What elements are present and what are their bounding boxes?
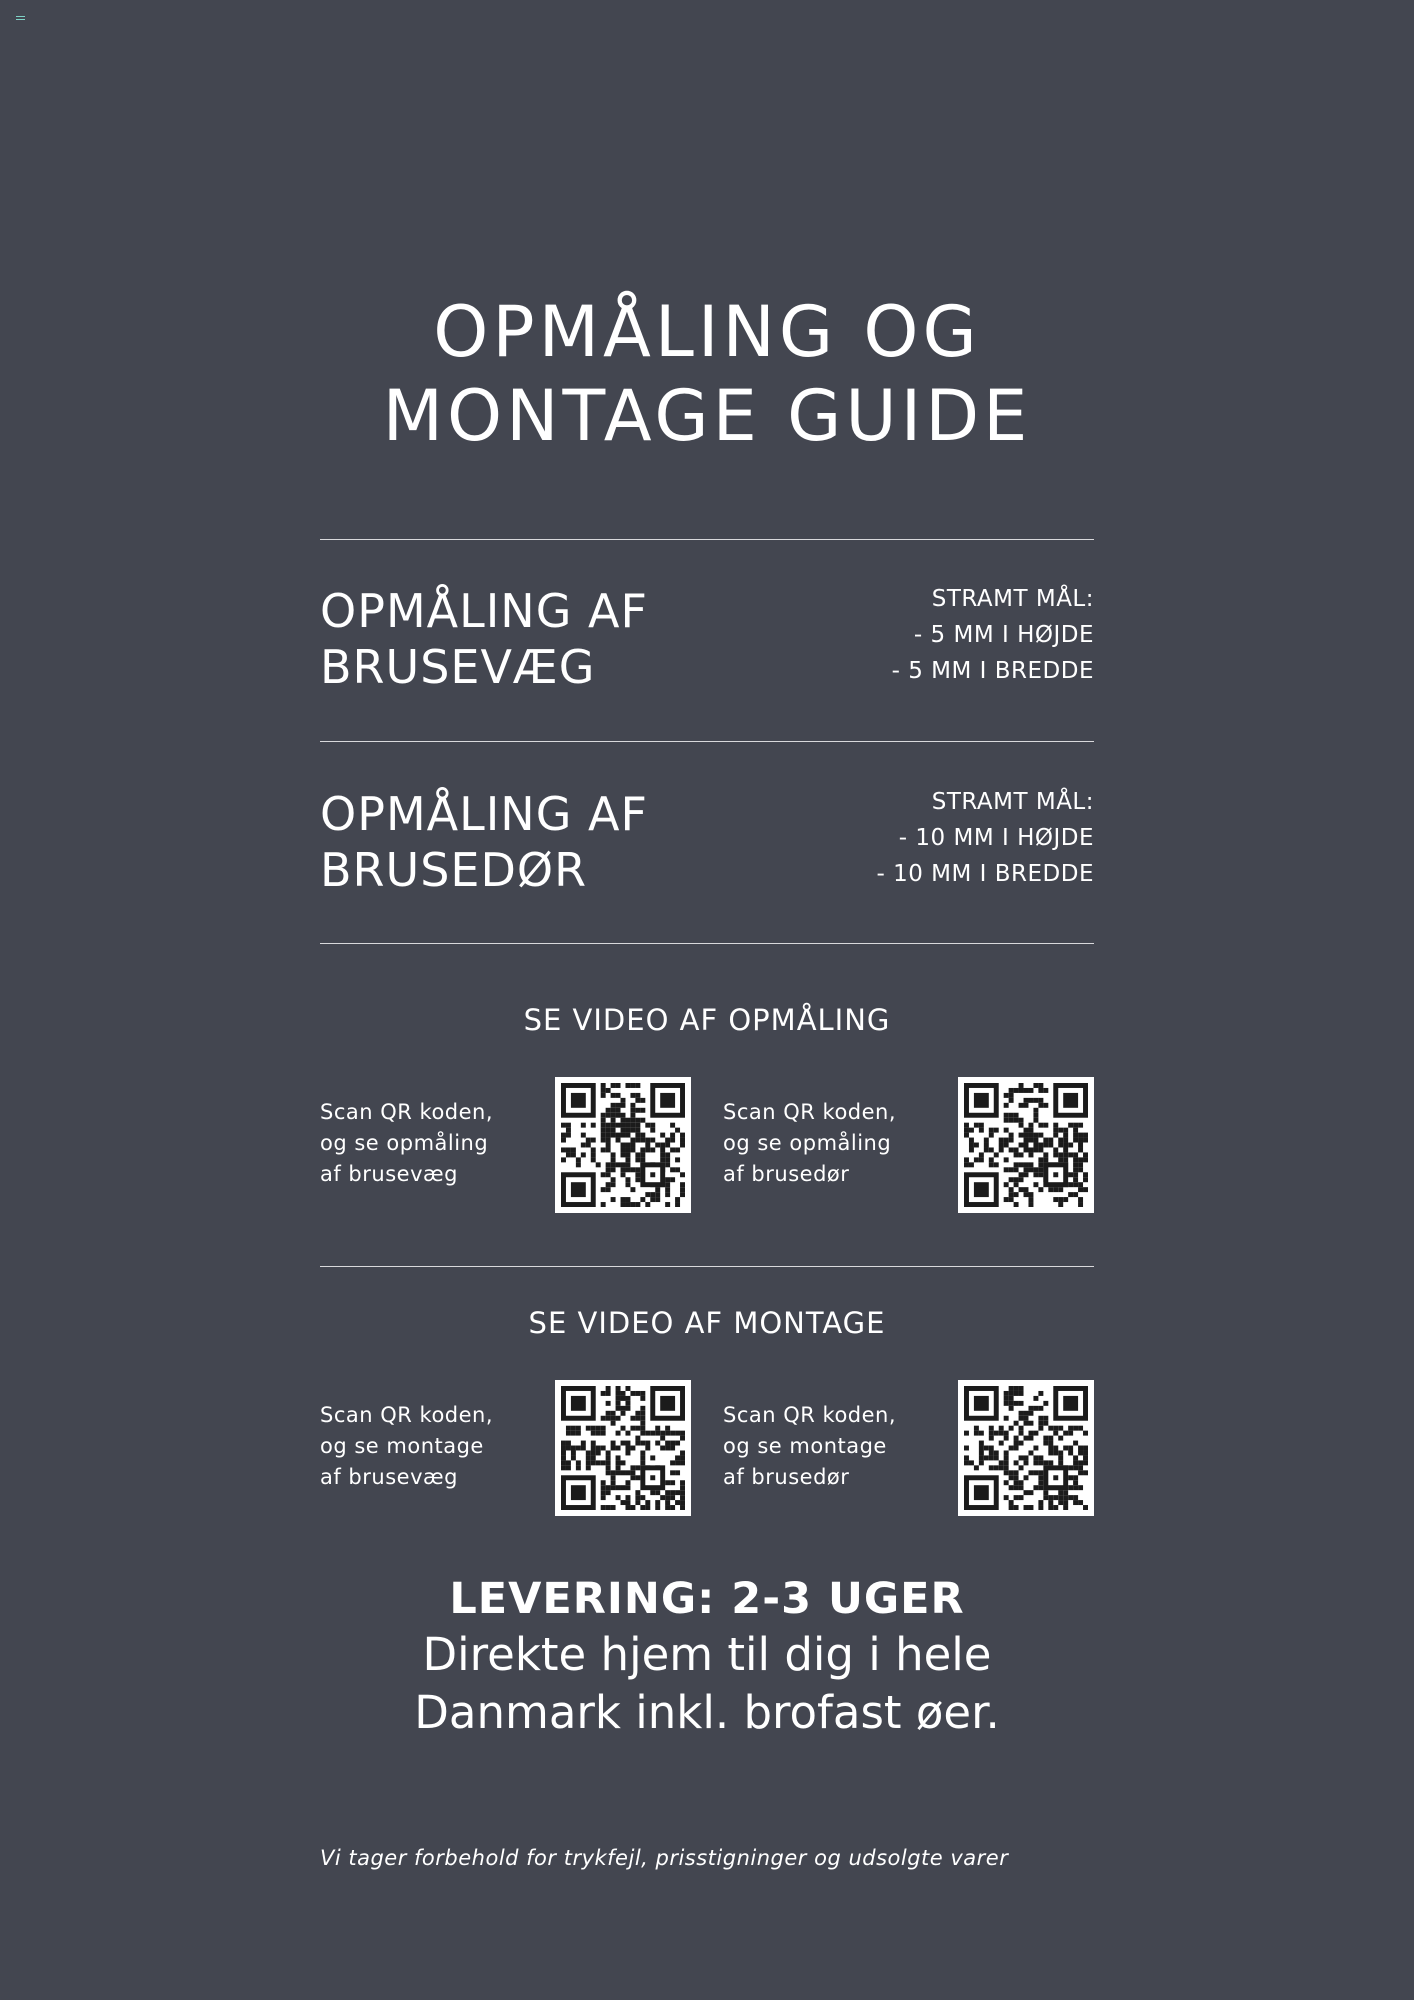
qr-pattern (561, 1083, 685, 1207)
delivery-line: Danmark inkl. brofast øer. (414, 1686, 1000, 1739)
measure-title-line: OPMÅLING AF (320, 584, 648, 638)
measure-title (320, 583, 648, 695)
measure-title-line: OPMÅLING AF (320, 787, 648, 841)
qr-caption-line: Scan QR koden, (320, 1403, 494, 1427)
qr-pattern (964, 1083, 1088, 1207)
divider (320, 943, 1094, 944)
qr-pattern (561, 1386, 685, 1510)
delivery-info (0, 1572, 1414, 1742)
qr-code-icon[interactable] (555, 1380, 691, 1516)
qr-caption-line: Scan QR koden, (320, 1100, 494, 1124)
qr-caption (320, 1097, 493, 1190)
qr-caption-line: af brusevæg (320, 1465, 458, 1489)
qr-caption-line: af brusevæg (320, 1162, 458, 1186)
section-heading-measuring: SE VIDEO AF OPMÅLING (523, 1003, 891, 1037)
qr-caption-line: og se opmåling (723, 1131, 892, 1155)
qr-code-icon[interactable] (958, 1077, 1094, 1213)
measure-spec (892, 581, 1094, 689)
qr-caption-line: og se montage (723, 1434, 887, 1458)
section-heading-mounting: SE VIDEO AF MONTAGE (528, 1306, 886, 1340)
measure-title-line: BRUSEDØR (320, 843, 588, 897)
measure-shower-wall (320, 583, 1094, 723)
spec-width: - 10 MM I BREDDE (876, 861, 1094, 887)
qr-caption (320, 1400, 493, 1493)
page-title (0, 290, 1414, 458)
qr-caption (723, 1097, 896, 1190)
disclaimer: Vi tager forbehold for trykfejl, prisstigninger og udsolgte varer (320, 1846, 1009, 1870)
qr-caption-line: og se montage (320, 1434, 484, 1458)
qr-caption-line: Scan QR koden, (723, 1403, 897, 1427)
divider (320, 741, 1094, 742)
qr-code-icon[interactable] (555, 1077, 691, 1213)
qr-pattern (964, 1386, 1088, 1510)
divider (320, 1266, 1094, 1267)
qr-row-mounting (320, 1380, 1094, 1516)
measure-shower-door (320, 786, 1094, 926)
qr-caption-line: Scan QR koden, (723, 1100, 897, 1124)
qr-code-icon[interactable] (958, 1380, 1094, 1516)
title-line-2: MONTAGE GUIDE (382, 375, 1032, 457)
spec-width: - 5 MM I BREDDE (891, 658, 1094, 684)
qr-caption-line: af brusedør (723, 1162, 850, 1186)
measure-spec (876, 784, 1094, 892)
spec-height: - 5 MM I HØJDE (913, 622, 1094, 648)
spec-heading: STRAMT MÅL: (931, 789, 1094, 815)
delivery-line: Direkte hjem til dig i hele (422, 1628, 992, 1681)
qr-caption-line: og se opmåling (320, 1131, 489, 1155)
menu-icon[interactable] (16, 16, 25, 22)
delivery-heading: LEVERING: 2-3 UGER (449, 1574, 965, 1624)
qr-row-measuring (320, 1077, 1094, 1213)
title-line-1: OPMÅLING OG (433, 291, 981, 373)
spec-height: - 10 MM I HØJDE (898, 825, 1094, 851)
measure-title (320, 786, 648, 898)
divider (320, 539, 1094, 540)
measure-title-line: BRUSEVÆG (320, 640, 596, 694)
spec-heading: STRAMT MÅL: (931, 586, 1094, 612)
qr-caption (723, 1400, 896, 1493)
qr-caption-line: af brusedør (723, 1465, 850, 1489)
